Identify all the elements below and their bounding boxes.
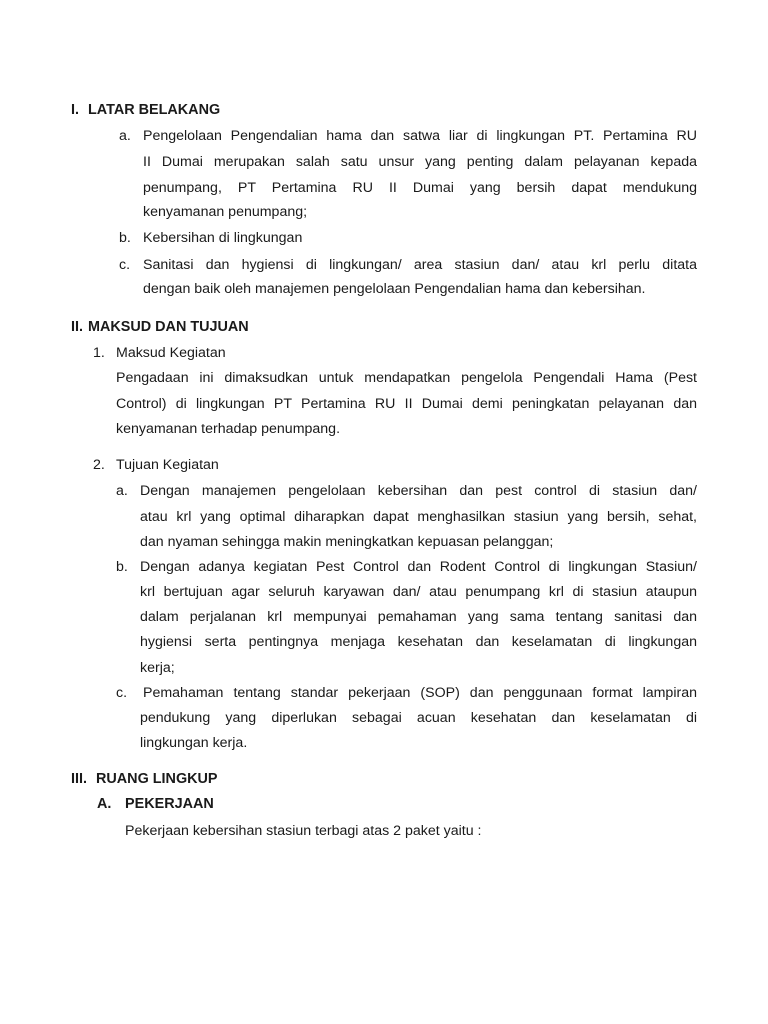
- item-marker: a.: [119, 128, 131, 144]
- paragraph-line: atau krl yang optimal diharapkan dapat menghasilkan stasiun yang bersih, sehat,: [140, 509, 697, 525]
- paragraph-line: kenyamanan terhadap penumpang.: [116, 421, 341, 437]
- item-marker: c.: [116, 685, 128, 701]
- sub-title: PEKERJAAN: [125, 796, 214, 812]
- section-1-title: LATAR BELAKANG: [88, 102, 221, 118]
- paragraph-line: Dengan manajemen pengelolaan kebersihan dan pest control di stasiun dan/: [140, 483, 697, 499]
- paragraph-line: Sanitasi dan hygiensi di lingkungan/ area stasiun dan/ atau krl perlu ditata: [143, 257, 697, 273]
- paragraph-line: II Dumai merupakan salah satu unsur yang penting dalam pelayanan kepada: [143, 154, 697, 170]
- paragraph-line: Pekerjaan kebersihan stasiun terbagi atas 2 paket yaitu :: [125, 823, 482, 839]
- paragraph-line: dan nyaman sehingga makin meningkatkan kepuasan pelanggan;: [140, 534, 554, 550]
- sub-marker: A.: [97, 796, 112, 812]
- paragraph-line: lingkungan kerja.: [140, 735, 248, 751]
- paragraph-line: dengan baik oleh manajemen pengelolaan Pengendalian hama dan kebersihan.: [143, 281, 646, 297]
- section-2-title: MAKSUD DAN TUJUAN: [88, 319, 249, 335]
- sub-marker: 2.: [93, 457, 105, 473]
- paragraph-line: penumpang, PT Pertamina RU II Dumai yang bersih dapat mendukung: [143, 180, 697, 196]
- sub-title: Maksud Kegiatan: [116, 345, 226, 361]
- section-3-number: III.: [71, 771, 87, 787]
- section-2-number: II.: [71, 319, 83, 335]
- paragraph-line: Pemahaman tentang standar pekerjaan (SOP) dan penggunaan format lampiran: [143, 685, 697, 701]
- item-marker: b.: [116, 559, 128, 575]
- sub-title: Tujuan Kegiatan: [116, 457, 219, 473]
- paragraph-line: kenyamanan penumpang;: [143, 204, 308, 220]
- item-marker: a.: [116, 483, 128, 499]
- paragraph-line: krl bertujuan agar seluruh karyawan dan/ atau penumpang krl di stasiun ataupun: [140, 584, 697, 600]
- paragraph-line: Control) di lingkungan PT Pertamina RU II Dumai demi peningkatan pelayanan dan: [116, 396, 697, 412]
- paragraph-line: Pengelolaan Pengendalian hama dan satwa liar di lingkungan PT. Pertamina RU: [143, 128, 697, 144]
- paragraph-line: Kebersihan di lingkungan: [143, 230, 303, 246]
- section-1-number: I.: [71, 102, 79, 118]
- paragraph-line: Pengadaan ini dimaksudkan untuk mendapatkan pengelola Pengendali Hama (Pest: [116, 370, 697, 386]
- section-3-title: RUANG LINGKUP: [96, 771, 218, 787]
- paragraph-line: hygiensi serta pentingnya menjaga kesehatan dan keselamatan di lingkungan: [140, 634, 697, 650]
- sub-marker: 1.: [93, 345, 105, 361]
- paragraph-line: Dengan adanya kegiatan Pest Control dan Rodent Control di lingkungan Stasiun/: [140, 559, 697, 575]
- paragraph-line: dalam perjalanan krl mempunyai pemahaman yang sama tentang sanitasi dan: [140, 609, 697, 625]
- paragraph-line: kerja;: [140, 660, 175, 676]
- item-marker: c.: [119, 257, 131, 273]
- paragraph-line: pendukung yang diperlukan sebagai acuan kesehatan dan keselamatan di: [140, 710, 697, 726]
- item-marker: b.: [119, 230, 131, 246]
